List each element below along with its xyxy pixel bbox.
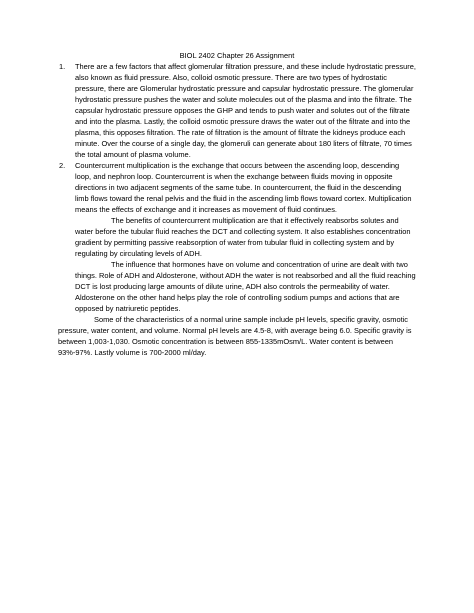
list-item: [58, 61, 416, 160]
answer-2-paragraph-1: Countercurrent multiplication is the exchange that occurs between the ascending loop, descending loop, and nephron loop. Countercurrent is when the exchange between fluids moving in opposite directions in two adjacent segments of the same tube. In countercurrent, the fluid in the descending limb flows toward the renal pelvis and the fluid in the ascending limb flows toward cortex. Multiplication means the effects of exchange and it increases as movement of fluid continues.: [75, 161, 412, 214]
answer-list: [58, 61, 416, 314]
answer-2-paragraph-2: The benefits of countercurrent multiplication are that it effectively reabsorbs solutes and water before the tubular fluid reaches the DCT and collecting system. It also establishes concentration gradient by permitting passive reabsorption of water from tubular fluid in collecting system and by regulating by circulating levels of ADH.: [75, 216, 411, 258]
list-item-number: 2.: [59, 161, 66, 170]
document-title: BIOL 2402 Chapter 26 Assignment: [179, 51, 295, 60]
closing-paragraph: Some of the characteristics of a normal urine sample include pH levels, specific gravity, osmotic pressure, water content, and volume. Normal pH levels are 4.5-8, with average being 6.0. Specific gravity is between 1,003-1,030. Osmotic concentration is between 855-1335mOsm/L. Water content is between 93%-97%. Lastly volume is 700-2000 ml/day.: [58, 315, 412, 357]
list-item-number: 1.: [59, 62, 66, 71]
list-item: [58, 160, 416, 314]
answer-1-paragraph-1: There are a few factors that affect glomerular filtration pressure, and these include hydrostatic pressure, also known as fluid pressure. Also, colloid osmotic pressure. There are two types of hydrostatic pressure, there are Glomerular hydrostatic pressure and capsular hydrostatic pressure. The glomerular hydrostatic pressure pushes the water and solute molecules out of the plasma and into the filtrate. The capsular hydrostatic pressure opposes the GHP and tends to push water and solutes out of the filtrate and into the plasma. Lastly, the colloid osmotic pressure draws the water out of the filtrate and into the plasma, this opposes filtration. The rate of filtration is the amount of filtrate the kidneys produce each minute. Over the course of a single day, the glomeruli can generate about 180 liters of filtrate, 70 times the total amount of plasma volume.: [75, 62, 416, 159]
document-body: [58, 50, 416, 358]
answer-2-paragraph-3: The influence that hormones have on volume and concentration of urine are dealt with two things. Role of ADH and Aldosterone, without ADH the water is not reabsorbed and all the fluid reaching DCT is lost producing large amounts of dilute urine, ADH also controls the permeability of water. Aldosterone on the other hand helps play the role of controlling sodium pumps and actions that are opposed by natriuretic peptides.: [75, 260, 416, 313]
